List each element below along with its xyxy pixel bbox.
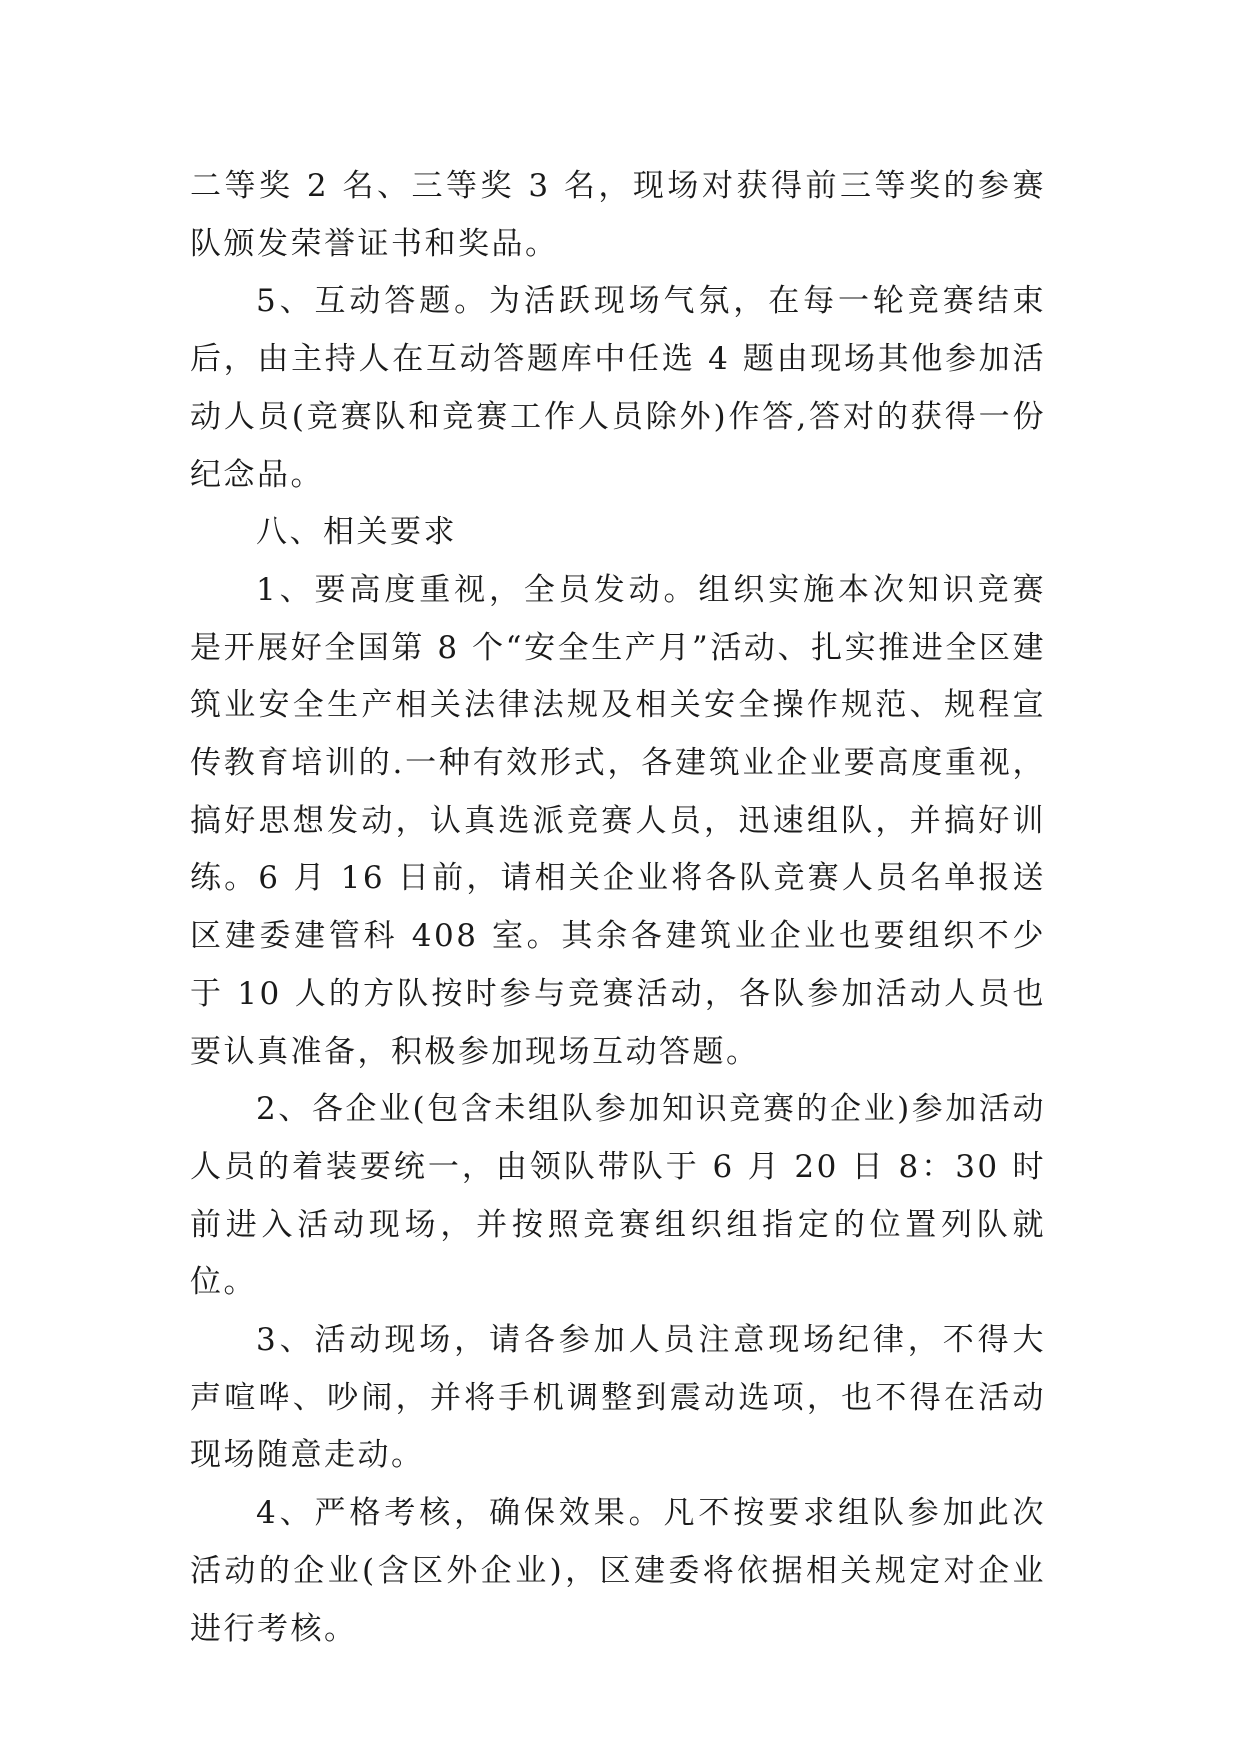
- paragraph-requirement-1: 1、要高度重视，全员发动。组织实施本次知识竞赛是开展好全国第 8 个“安全生产月”活动、扎实推进全区建筑业安全生产相关法律法规及相关安全操作规范、规程宣传教育培训的.一种有效形式，各建筑业企业要高度重视，搞好思想发动，认真选派竞赛人员，迅速组队，并搞好训练。6 月 16 日前，请相关企业将各队竞赛人员名单报送区建委建管科 408 室。其余各建筑业企业也要组织不少于 10 人的方队按时参与竞赛活动，各队参加活动人员也要认真准备，积极参加现场互动答题。: [190, 571, 1046, 1070]
- document-body: [190, 158, 1046, 1658]
- paragraph-interactive-quiz: 5、互动答题。为活跃现场气氛，在每一轮竞赛结束后，由主持人在互动答题库中任选 4 题由现场其他参加活动人员(竞赛队和竞赛工作人员除外)作答,答对的获得一份纪念品。: [190, 283, 1046, 493]
- paragraph-requirement-3: 3、活动现场，请各参加人员注意现场纪律，不得大声喧哗、吵闹，并将手机调整到震动选项，也不得在活动现场随意走动。: [190, 1322, 1046, 1474]
- paragraph-requirement-4: 4、严格考核，确保效果。凡不按要求组队参加此次活动的企业(含区外企业)，区建委将依据相关规定对企业进行考核。: [190, 1495, 1046, 1647]
- paragraph-requirement-2: 2、各企业(包含未组队参加知识竞赛的企业)参加活动人员的着装要统一，由领队带队于 6 月 20 日 8：30 时前进入活动现场，并按照竞赛组织组指定的位置列队就位。: [190, 1091, 1046, 1301]
- section-heading-requirements: 八、相关要求: [256, 514, 457, 551]
- paragraph-awards: 二等奖 2 名、三等奖 3 名，现场对获得前三等奖的参赛队颁发荣誉证书和奖品。: [190, 168, 1046, 262]
